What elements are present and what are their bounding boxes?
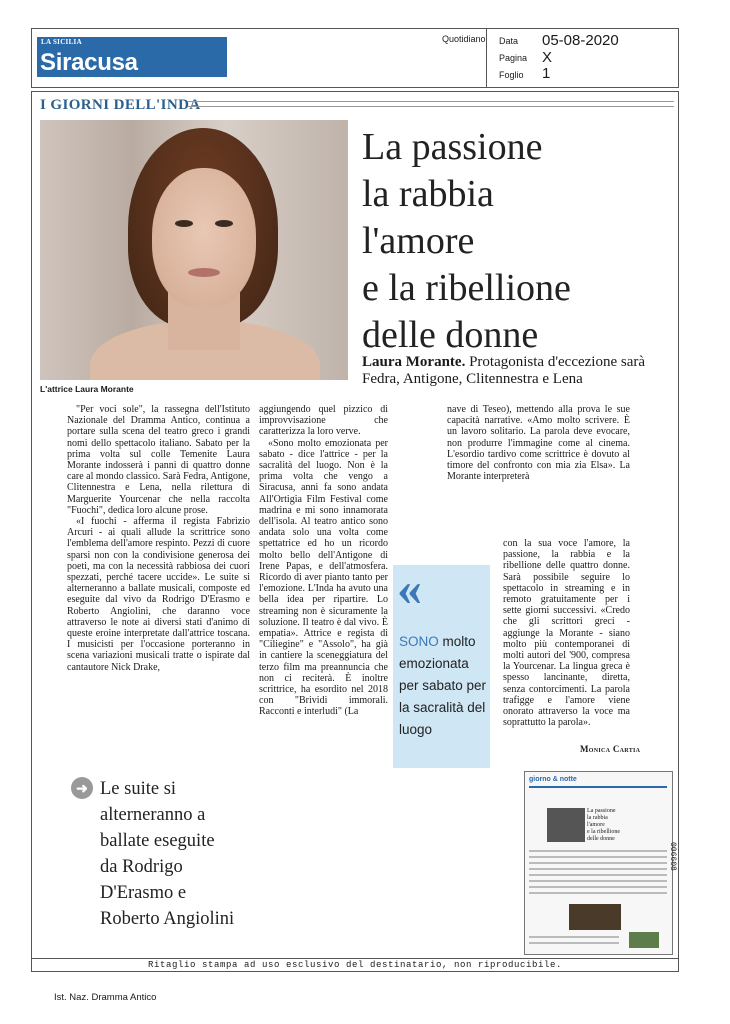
- headline-line: la rabbia: [362, 173, 494, 215]
- pull-line: da Rodrigo: [100, 857, 183, 877]
- thumbnail-title: giorno & notte: [529, 776, 577, 783]
- thumb-headline-line: la rabbia: [587, 815, 608, 821]
- paragraph: "Per voci sole", la rassegna dell'Istituto Nazionale del Dramma Antico, continua a portare sulla scena del teatro greco i grandi nomi dello spettacolo italiano. Sabato per la prima volta sul colle Temenite Laura Morante indosserà i panni di quattro donne care al mondo classico. Sarà Fedra, Antigone, Clitennestra e Lena, nella rilettura di Marguerite Yourcenar che nella raccolta "Fuochi", dedica loro alcune prose.: [67, 404, 250, 516]
- body-column-3-bottom: [503, 538, 630, 728]
- pull-line: ballate eseguite: [100, 831, 215, 851]
- thumb-headline-line: delle donne: [587, 836, 615, 842]
- paragraph: con la sua voce l'amore, la passione, la rabbia e la ribellione delle quattro donne. Sarà possibile seguire lo spettacolo in streaming e in remoto gratuitamente per i sette giorni successivi. «Credo che gli scrittori greci - aggiunge la Morante - siano molto più contemporanei di molti autori del '900, compresa la Yourcenar. La lingua greca è spesso lancinante, diretta, senza contorcimenti. La parola trafigge e l'amore viene onorato attraverso la voce ma soprattutto la parola».: [503, 538, 630, 729]
- author-byline: Monica Cartia: [580, 744, 641, 754]
- header-divider: [486, 28, 487, 88]
- pull-line: D'Erasmo e: [100, 883, 187, 903]
- body-column-3-top: [447, 404, 630, 532]
- meta-label-date: Data: [499, 36, 519, 46]
- meta-label-page: Pagina: [499, 53, 528, 63]
- headline: [362, 124, 682, 359]
- source-label: Ist. Naz. Dramma Antico: [54, 992, 157, 1003]
- photo-caption: L'attrice Laura Morante: [40, 384, 134, 394]
- publication-type: Quotidiano: [442, 34, 486, 44]
- body-column-1: [67, 404, 250, 673]
- arrow-right-icon: ➜: [71, 777, 93, 799]
- paragraph: aggiungendo quel pizzico di improvvisazione che caratterizza la loro verve.: [259, 404, 388, 438]
- paragraph: «I fuochi - afferma il regista Fabrizio Arcuri - ai quali allude la scrittrice sono l'emblema dell'amore respinto. Pezzi di cuore sparsi non con la condivisione generosa dei poeti, ma con la necessità rabbiosa dei cuori spezzati, perché tacere uccide». Le suite si alterneranno a ballate musicali, composte ed eseguite dal vivo da Rodrigo D'Erasmo e Roberto Angiolini, che daranno voce attraverso le note ai diversi stati d'animo di queste eroine interpretate dall'attrice toscana. I musicisti per l'occasione porteranno in scena variazioni musicali tratte o ispirate dal cantautore Nick Drake,: [67, 516, 250, 673]
- quote-rest: molto emozionata per sabato per la sacralità del luogo: [399, 634, 487, 737]
- thumbnail-headline: [587, 808, 620, 843]
- meta-label-sheet: Foglio: [499, 70, 524, 80]
- body-column-2: [259, 404, 388, 718]
- actress-photo: [40, 120, 348, 380]
- meta-value-page: X: [542, 49, 553, 66]
- section-rule: [188, 101, 674, 107]
- paragraph: nave di Teseo), mettendo alla prova le sue capacità narrative. «Amo molto scrivere. È un lavoro solitario. La parola deve evocare, non produrre l'immagine come al cinema. L'esordio tardivo come scrittrice è dovuto al timore del confronto con mia zia Elsa». La Morante interpreterà: [447, 404, 630, 483]
- thumb-headline-line: l'amore: [587, 822, 605, 828]
- pull-quote-box: [393, 560, 490, 768]
- footer-notice: Ritaglio stampa ad uso esclusivo del destinatario, non riproducibile.: [147, 960, 563, 970]
- logo-top-text: LA SICILIA: [41, 38, 82, 46]
- thumb-headline-line: La passione: [587, 808, 616, 814]
- pull-quote-text: [399, 631, 489, 741]
- headline-line: e la ribellione: [362, 267, 571, 309]
- quote-first-word: SONO: [399, 634, 439, 649]
- paragraph: «Sono molto emozionata per sabato - dice l'attrice - per la sacralità del luogo. Non è la prima volta che vengo a Siracusa, anni fa sono andata All'Ortigia Film Festival come madrina e mi sono innamorata dell'isola. Al teatro antico sono andata solo una volta come spettatrice ed ho un ricordo molto bello dell'Antigone di Irene Papas, e dell'atmosfera. Ricordo di aver pianto tanto per l'emozione. L'Inda ha avuto una bella idea per ripartire. Lo streaming non è sicuramente la soluzione. Il teatro è dal vivo. È empatia». Attrice e regista di "Ciliegine" e "Assolo", ha già in cantiere la sceneggiatura del terzo film ma preannuncia che non ci reciterà. È inoltre scrittrice, ha esordito nel 2018 con "Brividi immorali. Racconti e interludi" (La: [259, 437, 388, 718]
- newspaper-logo: [37, 37, 227, 77]
- pull-line: alterneranno a: [100, 805, 206, 825]
- side-code: 006608: [668, 842, 677, 871]
- pull-text: [100, 776, 270, 932]
- meta-value-date: 05-08-2020: [542, 32, 619, 49]
- page-thumbnail: [524, 771, 673, 955]
- subhead-text: Protagonista d'eccezione sarà Fedra, Antigone, Clitennestra e Lena: [362, 354, 646, 387]
- pull-line: Le suite si: [100, 779, 177, 799]
- section-label: I GIORNI DELL'INDA: [40, 97, 201, 113]
- headline-line: delle donne: [362, 314, 539, 356]
- quote-mark-icon: «: [397, 560, 422, 616]
- headline-line: l'amore: [362, 220, 475, 262]
- thumb-headline-line: e la ribellione: [587, 829, 620, 835]
- headline-line: La passione: [362, 126, 543, 168]
- meta-value-sheet: 1: [542, 65, 551, 82]
- subheadline: [362, 354, 672, 388]
- logo-name: Siracusa: [40, 49, 138, 76]
- subhead-name: Laura Morante.: [362, 354, 466, 370]
- pull-line: Roberto Angiolini: [100, 909, 235, 929]
